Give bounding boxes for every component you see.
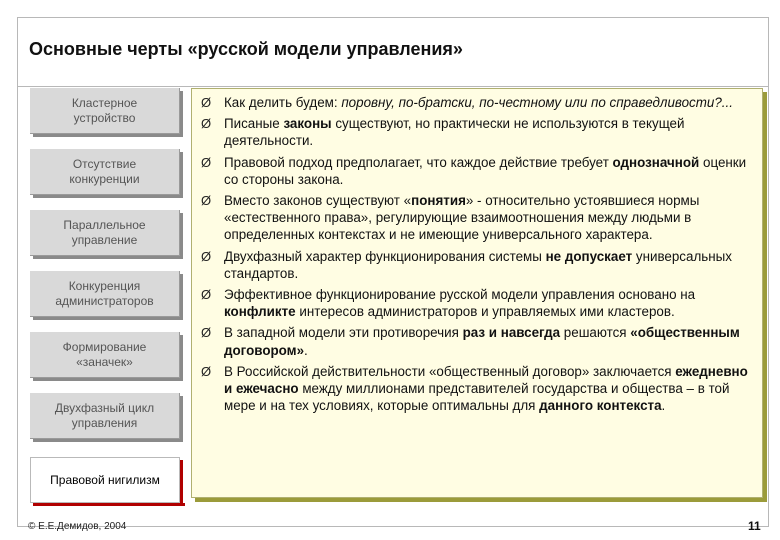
slide-title: Основные черты «русской модели управления»	[29, 39, 463, 59]
bullet-item	[198, 363, 752, 415]
tab-cluster-structure[interactable]	[30, 88, 180, 134]
bullet-text: В западной модели эти противоречия	[224, 325, 463, 341]
italic-text: поровну, по-братски, по-честному или по справедливости?...	[341, 95, 733, 110]
tab-label: Формирование «заначек»	[62, 339, 147, 369]
tab-no-competition[interactable]	[30, 149, 180, 195]
bullet-item	[198, 286, 752, 320]
bullet-text: Двухфазный характер функционирования системы	[224, 248, 546, 264]
bullet-text: Вместо законов существуют «	[224, 193, 412, 209]
arrow-bullet-icon: Ø	[201, 325, 212, 341]
bold-text: конфликте	[224, 304, 296, 320]
bullet-text: между миллионами представителей государства и общества – в той мере и на тех условиях, которые оптимальны для	[224, 381, 730, 414]
tab-label: Двухфазный цикл управления	[54, 400, 155, 430]
bullet-text: » - относительно устоявшиеся нормы «естественного права», регулирующие взаимоотношения между людьми в определенных контекстах и не имеющие универсального характера.	[224, 193, 700, 243]
title-bar	[17, 17, 769, 87]
bold-text: не допускает	[545, 248, 633, 264]
arrow-bullet-icon: Ø	[201, 248, 212, 264]
bullet-item	[198, 154, 752, 188]
bullet-item	[198, 324, 752, 358]
bullet-item	[198, 115, 752, 149]
arrow-bullet-icon: Ø	[201, 363, 212, 379]
bullet-text: В Российской действительности «общественный договор» заключается	[224, 363, 676, 379]
bold-text: раз и навсегда	[462, 325, 561, 341]
bullet-text: Правовой подход предполагает, что каждое действие требует	[224, 154, 613, 170]
tab-label: Кластерное устройство	[71, 95, 138, 125]
bullet-text: решаются	[560, 325, 631, 341]
page-number: 11	[748, 519, 761, 533]
bullet-text: универсальных стандартов.	[224, 248, 732, 281]
arrow-bullet-icon: Ø	[201, 154, 212, 170]
bold-text: данного контекста	[539, 398, 662, 414]
bullet-text: .	[304, 342, 308, 358]
tab-parallel-management[interactable]	[30, 210, 180, 256]
bold-text: ежедневно и ежечасно	[224, 363, 748, 397]
bullet-list	[198, 94, 752, 414]
tab-stash-forming[interactable]	[30, 332, 180, 378]
bold-text: однозначной	[612, 154, 700, 170]
bullet-item	[198, 192, 752, 244]
arrow-bullet-icon: Ø	[201, 193, 212, 209]
bullet-text: Писаные	[224, 116, 284, 132]
arrow-bullet-icon: Ø	[201, 287, 212, 303]
tab-label: Параллельное управление	[63, 217, 146, 247]
tab-label: Правовой нигилизм	[50, 472, 160, 487]
arrow-bullet-icon: Ø	[201, 95, 212, 110]
bullet-text: оценки со стороны закона.	[224, 154, 747, 187]
tab-admin-competition[interactable]	[30, 271, 180, 317]
bold-text: «общественным договором»	[224, 325, 740, 358]
bullet-text: .	[661, 398, 666, 414]
bullet-text: интересов администраторов и управляемых ими кластеров.	[295, 304, 675, 320]
tab-label: Отсутствие конкуренции	[69, 156, 140, 186]
tab-two-phase-cycle[interactable]	[30, 393, 180, 439]
tab-label: Конкуренция администраторов	[55, 278, 154, 308]
arrow-bullet-icon: Ø	[201, 116, 212, 132]
bullet-text: Как делить будем:	[224, 95, 342, 110]
bullet-text: существуют, но практически не используются в текущей деятельности.	[224, 116, 685, 149]
bold-text: понятия	[411, 193, 466, 209]
bullet-item	[198, 248, 752, 282]
bullet-text: Эффективное функционирование русской модели управления основано на	[224, 287, 696, 303]
content-panel	[191, 88, 763, 498]
footer-copyright: © Е.Е.Демидов, 2004	[28, 521, 127, 532]
bold-text: законы	[283, 116, 332, 132]
tab-legal-nihilism[interactable]	[30, 457, 180, 503]
bullet-item	[198, 94, 752, 111]
